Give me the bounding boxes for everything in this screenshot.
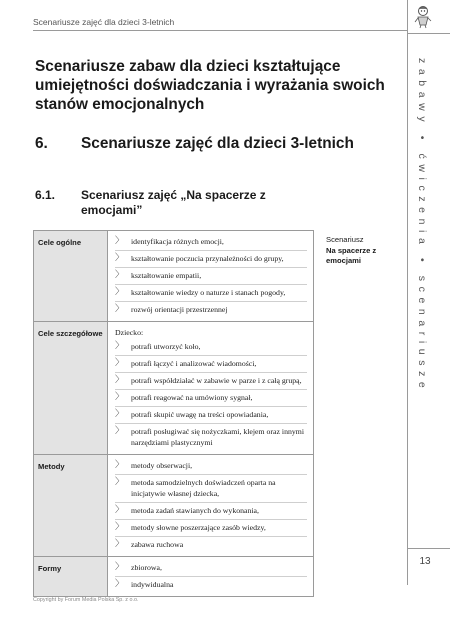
list-item-text: potrafi posługiwać się nożyczkami, klejem oraz innymi narzędziami plastycznymi [131, 427, 304, 447]
chevron-right-icon: 〉 [115, 358, 125, 368]
sidebar-divider [407, 0, 408, 585]
chevron-right-icon: 〉 [115, 460, 125, 470]
chevron-right-icon: 〉 [115, 392, 125, 402]
chevron-right-icon: 〉 [115, 579, 125, 589]
row-label: Cele szczegółowe [34, 322, 108, 454]
row-content [108, 322, 313, 454]
chevron-right-icon: 〉 [115, 562, 125, 572]
list-item-text: metoda zadań stawianych do wykonania, [131, 506, 259, 515]
list-item [115, 458, 307, 475]
list-item [115, 577, 307, 593]
list-item [115, 339, 307, 356]
list-item-text: potrafi skupić uwagę na treści opowiadania, [131, 410, 269, 419]
list-item [115, 390, 307, 407]
mascot-figure-icon [413, 5, 433, 29]
row-content [108, 557, 313, 596]
list-item-text: metody słowne poszerzające zasób wiedzy, [131, 523, 266, 532]
list-item-text: potrafi utworzyć koło, [131, 342, 201, 351]
list-item [115, 373, 307, 390]
row-label: Metody [34, 455, 108, 556]
header-rule [33, 30, 407, 31]
running-header: Scenariusze zajęć dla dzieci 3-letnich [33, 17, 175, 27]
goals-table [33, 230, 314, 597]
main-title: Scenariusze zabaw dla dzieci kształtujące umiejętności doświadczania i wyrażania swoich stanów emocjonalnych [35, 58, 385, 113]
list-item-text: identyfikacja różnych emocji, [131, 237, 224, 246]
list-item-text: zbiorowa, [131, 563, 162, 572]
section-title: Scenariusz zajęć „Na spacerze z emocjami” [81, 188, 266, 217]
row-label: Cele ogólne [34, 231, 108, 321]
list-item [115, 268, 307, 285]
chevron-right-icon: 〉 [115, 341, 125, 351]
list-item [115, 475, 307, 503]
table-row [34, 557, 313, 596]
chapter-title: Scenariusze zajęć dla dzieci 3-letnich [81, 135, 354, 152]
chevron-right-icon: 〉 [115, 304, 125, 314]
list-item [115, 234, 307, 251]
row-intro: Dziecko: [115, 328, 144, 337]
list-item [115, 537, 307, 553]
list-item [115, 356, 307, 373]
list-item-text: potrafi łączyć i analizować wiadomości, [131, 359, 257, 368]
list-item [115, 302, 307, 318]
chevron-right-icon: 〉 [115, 426, 125, 436]
row-content [108, 231, 313, 321]
table-row [34, 455, 313, 557]
list-item [115, 251, 307, 268]
chevron-right-icon: 〉 [115, 477, 125, 487]
scenario-side-label [326, 235, 396, 267]
sidebar-vertical-text: zabawy • ćwiczenia • scenariusze [416, 58, 428, 394]
copyright-footer: Copyright by Forum Media Polska Sp. z o.o. [33, 597, 139, 603]
chevron-right-icon: 〉 [115, 270, 125, 280]
list-item [115, 560, 307, 577]
chevron-right-icon: 〉 [115, 375, 125, 385]
chevron-right-icon: 〉 [115, 287, 125, 297]
table-row [34, 322, 313, 455]
list-item-text: metody obserwacji, [131, 461, 193, 470]
page-number: 13 [419, 556, 431, 567]
table-row [34, 231, 313, 322]
list-item [115, 520, 307, 537]
list-item [115, 407, 307, 424]
sidebar-rule [407, 548, 450, 549]
row-content [108, 455, 313, 556]
list-item [115, 503, 307, 520]
side-label-title: Na spacerze z emocjami [326, 245, 377, 265]
chevron-right-icon: 〉 [115, 505, 125, 515]
list-item-text: potrafi współdziałać w zabawie w parze i z całą grupą, [131, 376, 302, 385]
list-item-text: metoda samodzielnych doświadczeń oparta na inicjatywie własnej dziecka, [131, 478, 276, 498]
list-item-text: kształtowanie poczucia przynależności do grupy, [131, 254, 284, 263]
chevron-right-icon: 〉 [115, 236, 125, 246]
list-item [115, 424, 307, 451]
list-item-text: kształtowanie empatii, [131, 271, 202, 280]
chevron-right-icon: 〉 [115, 539, 125, 549]
side-label-heading: Scenariusz [326, 235, 364, 244]
list-item-text: rozwój orientacji przestrzennej [131, 305, 228, 314]
chevron-right-icon: 〉 [115, 522, 125, 532]
chevron-right-icon: 〉 [115, 409, 125, 419]
chevron-right-icon: 〉 [115, 253, 125, 263]
section-number: 6.1. [35, 188, 56, 202]
row-label: Formy [34, 557, 108, 596]
list-item-text: potrafi reagować na umówiony sygnał, [131, 393, 253, 402]
list-item [115, 285, 307, 302]
list-item-text: kształtowanie wiedzy o naturze i stanach pogody, [131, 288, 286, 297]
list-item-text: indywidualna [131, 580, 174, 589]
chapter-number: 6. [35, 135, 48, 152]
list-item-text: zabawa ruchowa [131, 540, 184, 549]
